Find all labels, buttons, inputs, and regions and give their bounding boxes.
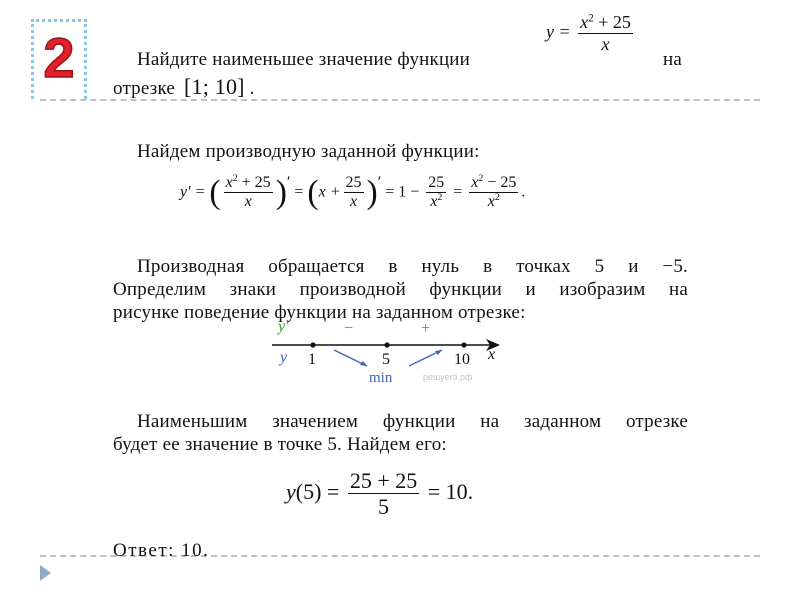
answer: Ответ: 10. — [113, 540, 210, 561]
y-prime-label: y′ — [278, 318, 289, 335]
zeros-line3: рисунке поведение функции на заданном отрезке: — [113, 302, 526, 323]
function-fraction — [578, 12, 633, 54]
prime: ′ — [377, 173, 382, 191]
sign-diagram — [262, 318, 512, 390]
t: 2 — [232, 173, 238, 185]
eval-den: 5 — [378, 494, 390, 520]
problem-function — [546, 12, 636, 54]
t: x + — [318, 183, 341, 201]
deriv-frac-1 — [224, 174, 273, 212]
problem-text: Найдите наименьшее значение функции — [137, 49, 471, 70]
deriv-lhs: y′ = — [180, 183, 206, 201]
t: − 25 — [483, 174, 517, 191]
interval-end: . — [249, 78, 255, 99]
prime: ′ — [286, 173, 291, 191]
eval-lhs: y — [286, 478, 296, 504]
slide-number: 2 — [43, 26, 75, 89]
derivative-intro: Найдем производную заданной функции: — [137, 141, 480, 162]
t: 2 — [478, 173, 484, 185]
eq: = — [294, 183, 304, 201]
watermark: решуегэ.рф — [423, 372, 473, 382]
paren-open: ( — [209, 174, 221, 212]
num-exp: 2 — [588, 12, 594, 25]
t: x — [225, 174, 233, 191]
x-axis-label: x — [488, 346, 496, 363]
problem-line1-end: на — [663, 49, 683, 70]
function-lhs: y = — [546, 21, 571, 42]
t: x — [349, 193, 358, 211]
num-rest: + 25 — [593, 12, 631, 32]
zeros-line2: Определим знаки производной функции и изобразим на — [113, 279, 688, 300]
t: x — [244, 193, 252, 211]
deriv-frac-3 — [426, 174, 446, 212]
interval: [1; 10] — [184, 74, 245, 99]
t: 2 — [494, 192, 500, 204]
problem-line2 — [113, 75, 255, 101]
problem-line2-text: отрезке — [113, 78, 176, 99]
divider-top — [40, 99, 760, 101]
min-label: min — [369, 370, 393, 386]
bullet-triangle-icon — [40, 565, 51, 581]
t: x — [487, 193, 495, 211]
min-line2: будет ее значение в точке 5. Найдем его: — [113, 434, 447, 455]
deriv-frac-4 — [469, 174, 518, 212]
slide-number-badge — [31, 19, 87, 99]
eval-rhs: = 10. — [427, 478, 474, 504]
point-10: 10 — [454, 351, 470, 368]
t: x — [430, 193, 438, 211]
t: + 25 — [237, 174, 271, 191]
deriv-frac-2 — [344, 174, 364, 212]
t: . — [521, 183, 526, 201]
eval-frac — [348, 468, 419, 520]
zeros-line1: Производная обращается в нуль в точках 5 и −5. — [137, 256, 688, 277]
t: x — [471, 174, 479, 191]
minus-sign: − — [344, 320, 354, 337]
plus-sign: + — [421, 320, 431, 337]
point-5: 5 — [382, 351, 390, 368]
min-line1: Наименьшим значением функции на заданном отрезке — [137, 411, 688, 432]
eval-num: 25 + 25 — [349, 468, 418, 493]
derivative-formula — [180, 174, 525, 212]
y-label: y — [280, 349, 288, 366]
paren-open: ( — [307, 174, 319, 212]
t: = 1 − — [385, 183, 420, 201]
eq: = — [453, 183, 463, 201]
paren-close: ) — [275, 174, 287, 212]
evaluation-formula — [286, 468, 473, 520]
eval-lhs-rest: (5) = — [295, 478, 340, 504]
paren-close: ) — [366, 174, 378, 212]
point-1: 1 — [308, 351, 316, 368]
problem-line1 — [137, 48, 470, 72]
den: x — [601, 33, 610, 54]
t: 25 — [426, 174, 446, 193]
t: 25 — [344, 174, 364, 193]
t: 2 — [437, 192, 443, 204]
num-base: x — [580, 12, 589, 32]
